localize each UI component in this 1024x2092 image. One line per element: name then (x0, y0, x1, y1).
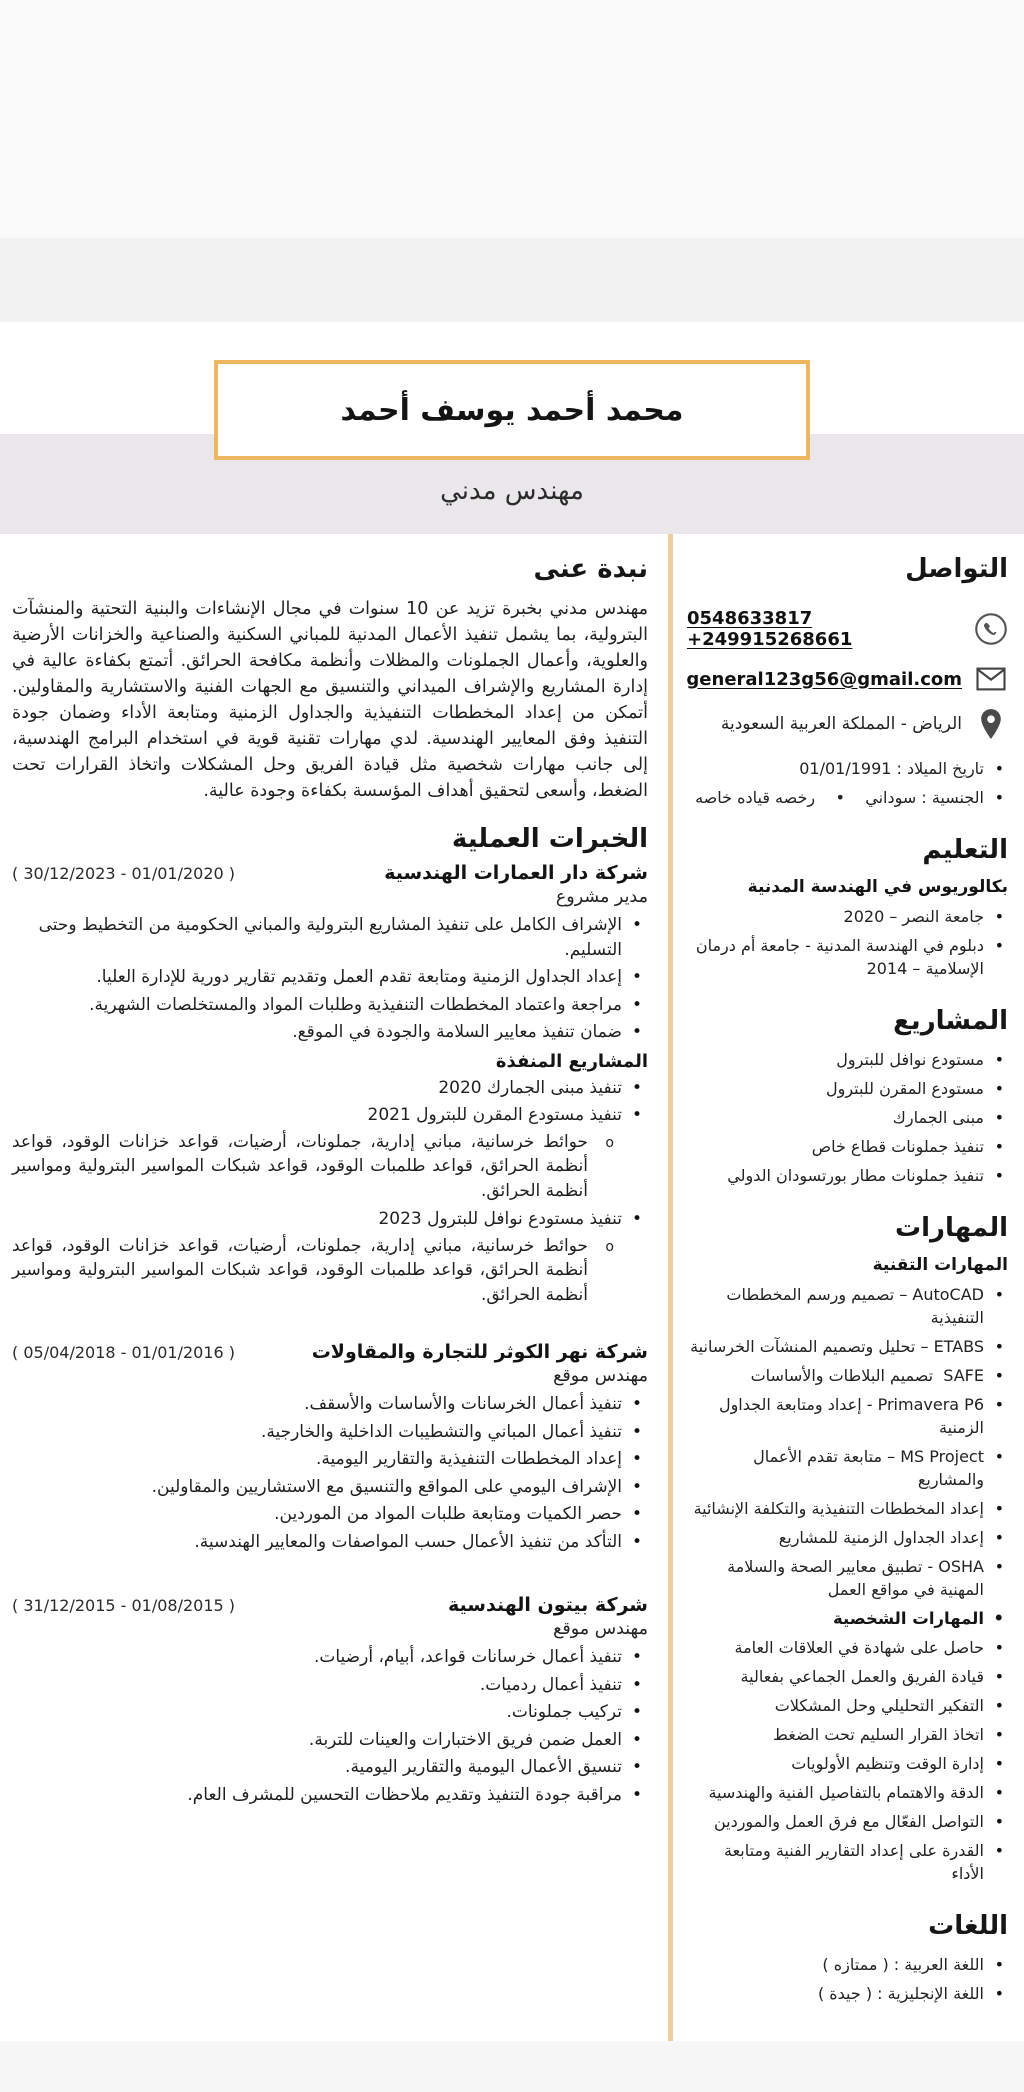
projects-heading: المشاريع (893, 1006, 1008, 1036)
job-bullet-item: • العمل ضمن فريق الاختبارات والعينات للتربة. (12, 1728, 648, 1753)
technical-skill-item: • AutoCAD – تصميم ورسم المخططات التنفيذية (687, 1283, 1008, 1329)
project-item: • مستودع المقرن للبترول (687, 1077, 1008, 1100)
job-header (12, 1341, 648, 1363)
executed-project-title: تنفيذ مبنى الجمارك 2020 (438, 1077, 622, 1098)
job-bullet-item: • الإشراف الكامل على تنفيذ المشاريع البترولية والمباني الحكومية من التخطيط وحتى التسليم. (12, 913, 648, 962)
technical-skill-item: • Primavera P6 - إعداد ومتابعة الجداول الزمنية (687, 1393, 1008, 1439)
company-name: شركة بيتون الهندسية (448, 1594, 648, 1616)
personal-skill-item: • التواصل الفعّال مع فرق العمل والموردين (687, 1810, 1008, 1833)
job-bullet-item: • حصر الكميات ومتابعة طلبات المواد من الموردين. (12, 1502, 648, 1527)
executed-projects-title: المشاريع المنفذة (495, 1050, 648, 1072)
about-text: مهندس مدني بخبرة تزيد عن 10 سنوات في مجال الإنشاءات والبنية التحتية والمنشآت البترولية، بما يشمل تنفيذ الأعمال المدنية للمباني السكنية والصناعية والخزانات الأرضية والعلوية، وأعمال الجملونات والمظلات وأنظمة مكافحة الحرائق. أتمتع بكفاءة عالية في إدارة المشاريع والإشراف الميداني والتنسيق مع الجهات الفنية والاستشارية والمقاولين. أتمكن من إعداد المخططات التنفيذية والجداول الزمنية ومتابعة الأداء وضمان جودة التنفيذ وفق المعايير الهندسية. لدي مهارات تقنية قوية في استخدام البرامج الهندسية، إلى جانب مهارات شخصية مثل قيادة الفريق وحل المشكلات واتخاذ القرارات تحت الضغط، وأسعى لتحقيق أهداف المؤسسة بكفاءة وجودة عالية. (12, 599, 649, 801)
phone-icon (974, 612, 1008, 646)
contact-bullet-item: • الجنسية : سوداني • رخصه قياده خاصه (687, 786, 1008, 809)
technical-skill-item: • MS Project – متابعة تقدم الأعمال والمشاريع (687, 1445, 1008, 1491)
executed-project-detail: o حوائط خرسانية، مباني إدارية، جملونات، أرضيات، قواعد خزانات الوقود، قواعد أنظمة الحرائق، قواعد طلمبات الوقود، قواعد شبكات المواسير البترولية ومواسير أنظمة الحرائق. (12, 1234, 616, 1308)
job-title: مهندس مدني (440, 476, 584, 506)
job-period: ( 05/04/2018 - 01/01/2016 ) (12, 1343, 236, 1362)
personal-skill-item: • حاصل على شهادة في العلاقات العامة (687, 1636, 1008, 1659)
experience-heading: الخبرات العملية (451, 824, 648, 854)
cv-header (0, 322, 1024, 534)
technical-skill-item: • إعداد المخططات التنفيذية والتكلفة الإنشائية (687, 1497, 1008, 1520)
languages-list (687, 1953, 1008, 2005)
technical-skill-item: • إعداد الجداول الزمنية للمشاريع (687, 1526, 1008, 1549)
job-header (12, 862, 648, 884)
job-bullets (12, 1645, 648, 1807)
job-bullet-item: • تنفيذ أعمال خرسانات قواعد، أبيام، أرضيات. (12, 1645, 648, 1670)
language-item: • اللغة الإنجليزية : ( جيدة ) (687, 1982, 1008, 2005)
personal-skills-title: • المهارات الشخصية (687, 1607, 1008, 1630)
executed-project-item (12, 1103, 648, 1203)
project-item: • مستودع نوافل للبترول (687, 1048, 1008, 1071)
technical-skills-title: المهارات التقنية (872, 1255, 1008, 1275)
project-item: • تنفيذ جملونات مطار بورتسودان الدولي (687, 1164, 1008, 1187)
job-period: ( 31/12/2015 - 01/08/2015 ) (12, 1596, 236, 1615)
job-bullet-item: • مراجعة واعتماد المخططات التنفيذية وطلبات المواد والمستخلصات الشهرية. (12, 993, 648, 1018)
executed-projects-list (12, 1076, 648, 1308)
background-band-mid (0, 238, 1024, 322)
personal-skill-item: • التفكير التحليلي وحل المشكلات (687, 1694, 1008, 1717)
job-bullet-item: • تنفيذ أعمال المباني والتشطيبات الداخلية والخارجية. (12, 1420, 648, 1445)
email-link[interactable]: general123g56@gmail.com (686, 668, 962, 690)
job-bullet-item: • التأكد من تنفيذ الأعمال حسب المواصفات والمعايير الهندسية. (12, 1530, 648, 1555)
sidebar (668, 534, 1024, 2041)
location-row (687, 708, 1008, 740)
technical-skills-list (687, 1283, 1008, 1601)
personal-skill-item: • القدرة على إعداد التقارير الفنية ومتابعة الأداء (687, 1839, 1008, 1885)
technical-skill-item: • ETABS – تحليل وتصميم المنشآت الخرسانية (687, 1335, 1008, 1358)
cv-document (0, 322, 1024, 2041)
pin-icon (974, 708, 1008, 740)
job-header (12, 1594, 648, 1616)
languages-heading: اللغات (928, 1911, 1008, 1941)
executed-project-detail: o حوائط خرسانية، مباني إدارية، جملونات، أرضيات، قواعد خزانات الوقود، قواعد أنظمة الحرائق، قواعد طلمبات الوقود، قواعد شبكات المواسير البترولية ومواسير أنظمة الحرائق. (12, 1130, 616, 1204)
email-row (687, 667, 1008, 691)
technical-skill-item: • OSHA - تطبيق معايير الصحة والسلامة المهنية في مواقع العمل (687, 1555, 1008, 1601)
job-bullet-item: • الإشراف اليومي على المواقع والتنسيق مع الاستشاريين والمقاولين. (12, 1475, 648, 1500)
job-role: مهندس موقع (553, 1366, 648, 1386)
job-bullet-item: • ضمان تنفيذ معايير السلامة والجودة في الموقع. (12, 1020, 648, 1045)
about-heading: نبدة عنى (533, 554, 648, 584)
contact-bullets (687, 757, 1008, 809)
job-role: مدير مشروع (555, 887, 648, 907)
job-entry-3 (12, 1594, 648, 1807)
education-list (687, 905, 1008, 980)
job-bullet-item: • تنفيذ أعمال الخرسانات والأساسات والأسقف. (12, 1392, 648, 1417)
candidate-name: محمد أحمد يوسف أحمد (340, 392, 684, 428)
language-item: • اللغة العربية : ( ممتازه ) (687, 1953, 1008, 1976)
personal-skill-item: • إدارة الوقت وتنظيم الأولويات (687, 1752, 1008, 1775)
skills-heading: المهارات (894, 1213, 1008, 1243)
executed-project-item (12, 1207, 648, 1307)
education-item: • دبلوم في الهندسة المدنية - جامعة أم درمان الإسلامية – 2014 (687, 934, 1008, 980)
job-period: ( 30/12/2023 - 01/01/2020 ) (12, 864, 236, 883)
job-bullet-item: • تنسيق الأعمال اليومية والتقارير اليومية. (12, 1755, 648, 1780)
contact-bullet-item: • تاريخ الميلاد : 01/01/1991 (687, 757, 1008, 780)
job-entry-1 (12, 862, 648, 1307)
job-bullet-item: • إعداد المخططات التنفيذية والتقارير اليومية. (12, 1447, 648, 1472)
executed-project-title: تنفيذ مستودع نوافل للبترول 2023 (378, 1209, 622, 1229)
job-bullet-item: • إعداد الجداول الزمنية ومتابعة تقدم العمل وتقديم تقارير دورية للإدارة العليا. (12, 965, 648, 990)
technical-skill-item: • SAFE تصميم البلاطات والأساسات (687, 1364, 1008, 1387)
projects-list (687, 1048, 1008, 1187)
project-item: • مبنى الجمارك (687, 1106, 1008, 1129)
job-entry-2 (12, 1341, 648, 1554)
phone-row (687, 608, 1008, 650)
main-column (0, 534, 668, 2041)
phone-link[interactable]: 0548633817 +249915268661 (687, 608, 853, 650)
job-bullets (12, 1392, 648, 1554)
name-box (214, 360, 810, 460)
personal-skills-list (687, 1636, 1008, 1885)
experience-block (12, 862, 648, 1807)
degree-title: بكالوريوس في الهندسة المدنية (747, 877, 1008, 897)
education-heading: التعليم (922, 835, 1008, 865)
content-columns (0, 534, 1024, 2041)
envelope-icon (974, 667, 1008, 691)
job-bullet-item: • تركيب جملونات. (12, 1700, 648, 1725)
job-role: مهندس موقع (553, 1619, 648, 1639)
executed-project-title: تنفيذ مستودع المقرن للبترول 2021 (367, 1105, 622, 1125)
location-text: الرياض - المملكة العربية السعودية (720, 714, 962, 734)
job-bullet-item: • تنفيذ أعمال ردميات. (12, 1673, 648, 1698)
company-name: شركة دار العمارات الهندسية (384, 862, 648, 884)
project-item: • تنفيذ جملونات قطاع خاص (687, 1135, 1008, 1158)
background-band-top (0, 0, 1024, 238)
personal-skill-item: • اتخاذ القرار السليم تحت الضغط (687, 1723, 1008, 1746)
company-name: شركة نهر الكوثر للتجارة والمقاولات (311, 1341, 648, 1363)
personal-skill-item: • قيادة الفريق والعمل الجماعي بفعالية (687, 1665, 1008, 1688)
contact-heading: التواصل (905, 554, 1008, 584)
executed-project-item (12, 1076, 648, 1101)
personal-skill-item: • الدقة والاهتمام بالتفاصيل الفنية والهندسية (687, 1781, 1008, 1804)
job-bullet-item: • مراقبة جودة التنفيذ وتقديم ملاحظات التحسين للمشرف العام. (12, 1783, 648, 1808)
education-item: • جامعة النصر – 2020 (687, 905, 1008, 928)
job-bullets (12, 913, 648, 1045)
